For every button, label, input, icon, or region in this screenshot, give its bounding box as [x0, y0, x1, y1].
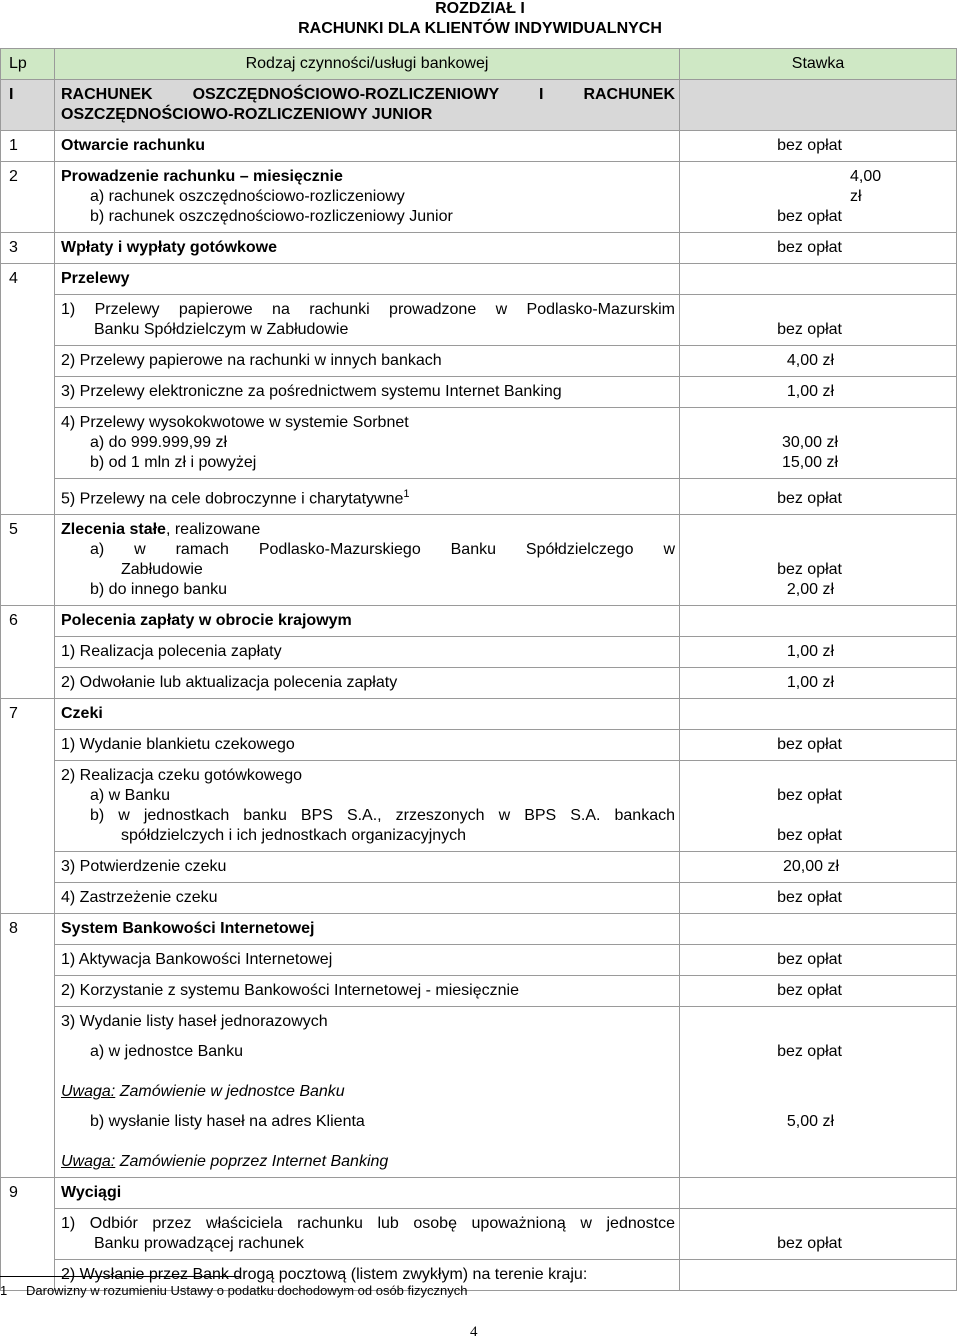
row-desc	[55, 162, 680, 233]
spacer	[61, 1102, 675, 1112]
row-lp: 3	[1, 233, 55, 264]
table-row	[1, 699, 957, 730]
table-row	[1, 408, 957, 479]
sub-option-b-cont: spółdzielczych i ich jednostkach organizacyjnych	[121, 827, 467, 845]
row-rate	[680, 515, 957, 606]
footnote-ref: 1	[403, 488, 410, 500]
sub-item	[55, 408, 680, 479]
sub-item: 3) Przelewy elektroniczne za pośrednictwem systemu Internet Banking	[55, 377, 680, 408]
note-text: Zamówienie poprzez Internet Banking	[115, 1153, 389, 1171]
rate-b: bez opłat	[777, 208, 842, 225]
spacer	[61, 1132, 675, 1152]
table-row	[1, 295, 957, 346]
row-label: Prowadzenie rachunku – miesięcznie	[61, 168, 343, 185]
note-2	[61, 1152, 675, 1172]
row-label-rest: , realizowane	[165, 521, 261, 539]
sub-item: 3) Potwierdzenie czeku	[55, 852, 680, 883]
sub-item-rate: 4,00 zł	[680, 346, 957, 377]
sub-item-rate: 1,00 zł	[680, 377, 957, 408]
sub-option-a: a) w jednostce Banku	[90, 1043, 243, 1061]
row-label: Przelewy	[55, 264, 680, 295]
row-desc	[55, 515, 680, 606]
table-row	[1, 515, 957, 606]
rate-b: 2,00 zł	[786, 581, 834, 599]
footnote-separator	[0, 1276, 240, 1277]
row-option-a: a) w ramach Podlasko-Mazurskiego Banku Spółdzielczego w	[90, 541, 675, 559]
footnote	[0, 1283, 467, 1298]
table-row	[1, 346, 957, 377]
sub-item-rate: bez opłat	[680, 1209, 957, 1260]
sub-item-line: 4) Przelewy wysokokwotowe w systemie Sorbnet	[61, 414, 409, 431]
sub-item	[55, 1007, 680, 1178]
sub-item-line1: 1) Przelewy papierowe na rachunki prowadzone w Podlasko-Mazurskim	[61, 301, 675, 318]
row-label: Wpłaty i wypłaty gotówkowe	[55, 233, 680, 264]
sub-item-rate	[680, 408, 957, 479]
rate-b: 5,00 zł	[786, 1113, 834, 1131]
header-rate: Stawka	[680, 49, 957, 80]
empty-rate	[680, 914, 957, 945]
sub-option-b: b) wysłanie listy haseł na adres Klienta	[90, 1113, 365, 1131]
section-row	[1, 80, 957, 131]
note-label: Uwaga:	[61, 1083, 116, 1101]
row-label	[61, 520, 675, 540]
spacer	[61, 1032, 675, 1042]
rate-a: 4,00 zł	[850, 168, 882, 205]
sub-item-line1: 1) Odbiór przez właściciela rachunku lub osobę upoważnioną w jednostce	[61, 1215, 675, 1233]
header-lp: Lp	[1, 49, 55, 80]
sub-item: 1) Wydanie blankietu czekowego	[55, 730, 680, 761]
section-lp: I	[1, 80, 55, 131]
empty-rate	[680, 699, 957, 730]
sub-item-rate	[680, 1007, 957, 1178]
rate-a: bez opłat	[777, 1043, 842, 1061]
row-label: Polecenia zapłaty w obrocie krajowym	[55, 606, 680, 637]
spacer	[680, 1012, 842, 1042]
sub-item-rate: bez opłat	[680, 730, 957, 761]
row-label: Otwarcie rachunku	[55, 131, 680, 162]
row-lp: 7	[1, 699, 55, 914]
row-option-a-cont: Zabłudowie	[121, 561, 203, 579]
table-row	[1, 233, 957, 264]
sub-item: 2) Odwołanie lub aktualizacja polecenia zapłaty	[55, 668, 680, 699]
sub-item: 2) Wysłanie przez Bank drogą pocztową (listem zwykłym) na terenie kraju:	[55, 1260, 680, 1291]
sub-item: 1) Aktywacja Bankowości Internetowej	[55, 945, 680, 976]
sub-item-line: 2) Realizacja czeku gotówkowego	[61, 767, 303, 785]
empty-rate	[680, 1260, 957, 1291]
table-row	[1, 131, 957, 162]
sub-item-rate: 1,00 zł	[680, 668, 957, 699]
chapter-subtitle: RACHUNKI DLA KLIENTÓW INDYWIDUALNYCH	[298, 20, 662, 37]
table-row	[1, 377, 957, 408]
sub-option-b: b) od 1 mln zł i powyżej	[90, 454, 257, 471]
row-lp: 8	[1, 914, 55, 1178]
empty-rate	[680, 606, 957, 637]
spacer	[680, 1062, 842, 1112]
sub-item	[55, 1209, 680, 1260]
row-label: Czeki	[55, 699, 680, 730]
table-row	[1, 1007, 957, 1178]
rate-a: 30,00 zł	[781, 434, 838, 451]
row-label-bold: Zlecenia stałe	[61, 521, 166, 539]
table-row	[1, 945, 957, 976]
sub-item-rate: 1,00 zł	[680, 637, 957, 668]
note-label: Uwaga:	[61, 1153, 116, 1171]
row-rate	[680, 162, 957, 233]
sub-item-rate: bez opłat	[680, 479, 957, 515]
header-service: Rodzaj czynności/usługi bankowej	[55, 49, 680, 80]
row-lp: 5	[1, 515, 55, 606]
empty-rate	[680, 1178, 957, 1209]
rate-b: 15,00 zł	[781, 454, 838, 471]
sub-option-b: b) w jednostkach banku BPS S.A., zrzeszonych w BPS S.A. bankach	[90, 807, 675, 825]
row-rate: bez opłat	[680, 131, 957, 162]
table-row	[1, 761, 957, 852]
sub-item-rate: bez opłat	[680, 976, 957, 1007]
row-option-b: b) do innego banku	[90, 581, 227, 599]
table-row	[1, 883, 957, 914]
sub-item	[55, 295, 680, 346]
section-rate	[680, 80, 957, 131]
sub-item: 1) Realizacja polecenia zapłaty	[55, 637, 680, 668]
rate-b: bez opłat	[777, 827, 842, 845]
table-row	[1, 914, 957, 945]
section-title-line1: RACHUNEK OSZCZĘDNOŚCIOWO-ROZLICZENIOWY I RACHUNEK	[61, 86, 675, 103]
sub-item-text: 5) Przelewy na cele dobroczynne i charytatywne	[61, 490, 404, 508]
sub-item	[55, 761, 680, 852]
table-row	[1, 606, 957, 637]
table-row	[1, 976, 957, 1007]
sub-item-rate: bez opłat	[680, 945, 957, 976]
table-row	[1, 162, 957, 233]
spacer	[680, 806, 842, 826]
rate-a: bez opłat	[777, 561, 842, 579]
sub-option-a: a) do 999.999,99 zł	[90, 434, 227, 451]
empty-rate	[680, 264, 957, 295]
page-number: 4	[470, 1324, 478, 1340]
sub-item-rate: bez opłat	[680, 295, 957, 346]
table-row	[1, 264, 957, 295]
spacer	[61, 1062, 675, 1082]
sub-item-rate: bez opłat	[680, 883, 957, 914]
note-text: Zamówienie w jednostce Banku	[115, 1083, 345, 1101]
row-rate: bez opłat	[680, 233, 957, 264]
footnote-text: Darowizny w rozumieniu Ustawy o podatku dochodowym od osób fizycznych	[26, 1283, 468, 1298]
sub-item-line2: Banku prowadzącej rachunek	[94, 1235, 304, 1253]
section-title	[55, 80, 680, 131]
sub-item-rate: 20,00 zł	[680, 852, 957, 883]
footnote-number: 1	[0, 1283, 8, 1298]
row-label: Wyciągi	[55, 1178, 680, 1209]
row-option-b: b) rachunek oszczędnościowo-rozliczeniowy Junior	[90, 208, 453, 225]
sub-item-rate	[680, 761, 957, 852]
chapter-title: ROZDZIAŁ I	[435, 0, 525, 17]
section-title-line2: OSZCZĘDNOŚCIOWO-ROZLICZENIOWY JUNIOR	[61, 106, 433, 123]
table-row	[1, 852, 957, 883]
row-lp: 4	[1, 264, 55, 515]
sub-option-a: a) w Banku	[90, 787, 171, 805]
row-lp: 2	[1, 162, 55, 233]
table-row	[1, 637, 957, 668]
note-1	[61, 1082, 675, 1102]
row-lp: 1	[1, 131, 55, 162]
sub-item: 2) Przelewy papierowe na rachunki w innych bankach	[55, 346, 680, 377]
table-row	[1, 668, 957, 699]
fee-table	[0, 48, 957, 1291]
table-row	[1, 1178, 957, 1209]
row-label: System Bankowości Internetowej	[55, 914, 680, 945]
sub-item-line2: Banku Spółdzielczym w Zabłudowie	[94, 321, 349, 338]
sub-item: 4) Zastrzeżenie czeku	[55, 883, 680, 914]
sub-item-line: 3) Wydanie listy haseł jednorazowych	[61, 1013, 328, 1031]
row-lp: 9	[1, 1178, 55, 1291]
table-row	[1, 479, 957, 515]
sub-item: 2) Korzystanie z systemu Bankowości Internetowej - miesięcznie	[55, 976, 680, 1007]
table-row	[1, 730, 957, 761]
rate-a: bez opłat	[777, 787, 842, 805]
table-header-row	[1, 49, 957, 80]
table-row	[1, 1209, 957, 1260]
sub-item	[55, 479, 680, 515]
row-option-a: a) rachunek oszczędnościowo-rozliczeniowy	[90, 188, 405, 205]
row-lp: 6	[1, 606, 55, 699]
